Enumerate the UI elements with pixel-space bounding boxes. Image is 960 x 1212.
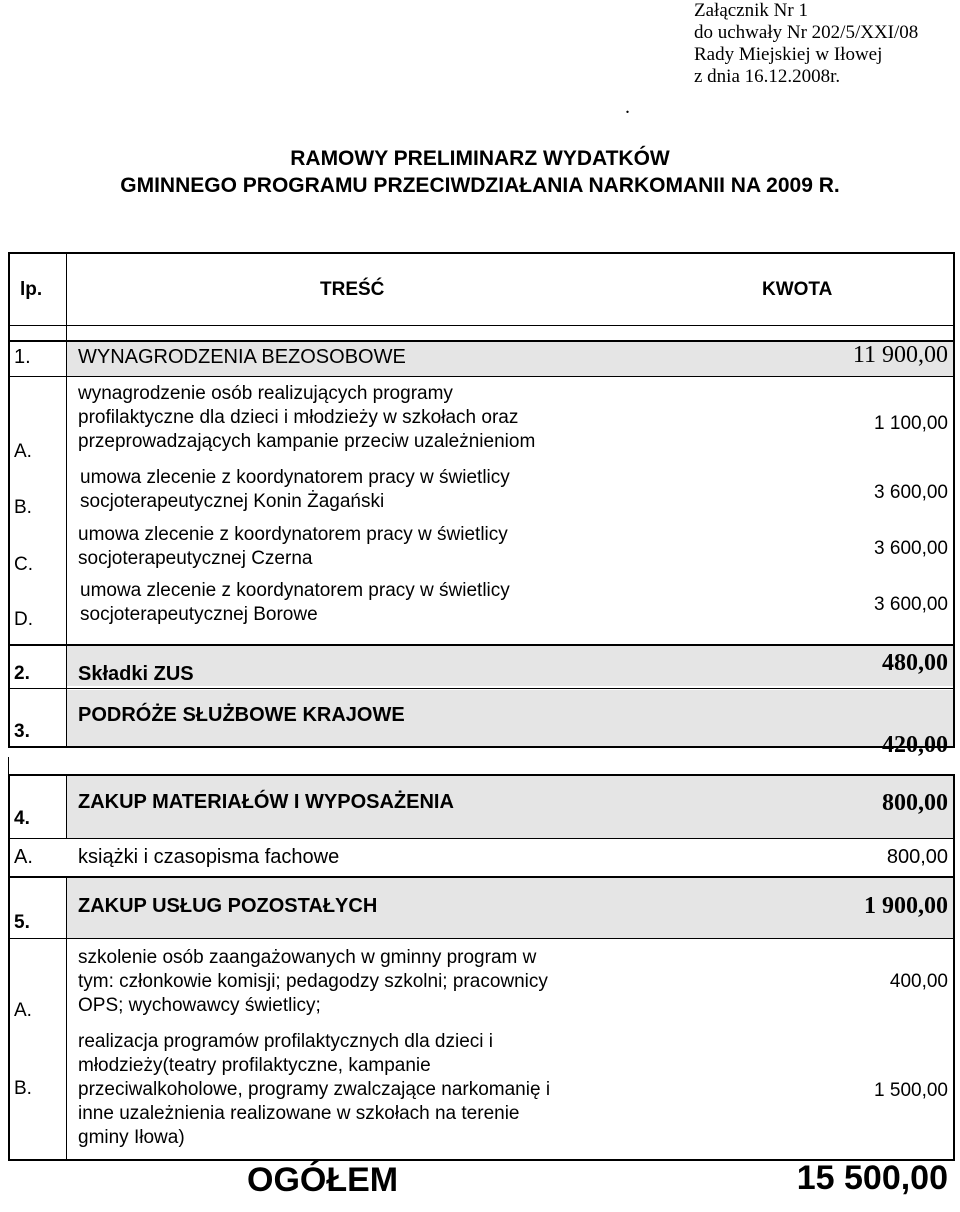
s1-b-letter: B. bbox=[14, 497, 32, 518]
total-amount: 15 500,00 bbox=[796, 1159, 948, 1197]
s3-number: 3. bbox=[14, 721, 30, 742]
s1-c-letter: C. bbox=[14, 554, 33, 575]
s5-b-line-1: realizacja programów profilaktycznych dla dzieci i bbox=[78, 1031, 494, 1052]
s2-number: 2. bbox=[14, 663, 30, 684]
s5-b-letter: B. bbox=[14, 1078, 32, 1099]
s1-d-line-1: umowa zlecenie z koordynatorem pracy w świetlicy bbox=[80, 580, 510, 601]
s4-a-text: książki i czasopisma fachowe bbox=[78, 846, 340, 868]
s5-a-line-3: OPS; wychowawcy świetlicy; bbox=[78, 995, 321, 1016]
s5-amount: 1 900,00 bbox=[864, 893, 948, 919]
s3-title: PODRÓŻE SŁUŻBOWE KRAJOWE bbox=[78, 704, 405, 726]
s1-a-letter: A. bbox=[14, 441, 32, 462]
s1-amount: 11 900,00 bbox=[852, 342, 948, 368]
s1-a-line-2: profilaktyczne dla dzieci i młodzieży w szkołach oraz bbox=[78, 407, 519, 428]
s4-amount: 800,00 bbox=[882, 790, 948, 816]
s5-b-line-5: gminy Iłowa) bbox=[78, 1127, 185, 1148]
s1-c-line-1: umowa zlecenie z koordynatorem pracy w świetlicy bbox=[78, 524, 508, 545]
s5-b-line-2: młodzieży(teatry profilaktyczne, kampanie bbox=[78, 1055, 431, 1076]
s1-b-text bbox=[80, 466, 510, 514]
s5-a-text bbox=[78, 946, 548, 1018]
annex-line-2: do uchwały Nr 202/5/XXI/08 bbox=[694, 22, 919, 43]
header-lp: lp. bbox=[20, 279, 43, 300]
s1-title: WYNAGRODZENIA BEZOSOBOWE bbox=[78, 346, 406, 368]
s1-d-text bbox=[80, 579, 510, 627]
s1-b-amount: 3 600,00 bbox=[874, 482, 948, 503]
s3-amount: 420,00 bbox=[882, 732, 948, 758]
total-label: OGÓŁEM bbox=[247, 1161, 399, 1199]
s4-a-amount: 800,00 bbox=[886, 846, 948, 868]
s5-b-text bbox=[78, 1030, 550, 1150]
s5-a-amount: 400,00 bbox=[889, 971, 948, 992]
s2-shade bbox=[67, 646, 955, 686]
s5-a-line-2: tym: członkowie komisji; pedagodzy szkolni; pracownicy bbox=[78, 971, 548, 992]
s5-b-line-4: inne uzależnienia realizowane w szkołach na terenie bbox=[78, 1103, 520, 1124]
s1-d-letter: D. bbox=[14, 609, 33, 630]
stray-dot: . bbox=[625, 96, 630, 118]
s5-a-letter: A. bbox=[14, 1000, 32, 1021]
s1-d-line-2: socjoterapeutycznej Borowe bbox=[80, 604, 318, 625]
s1-a-text bbox=[78, 382, 535, 454]
s2-title: Składki ZUS bbox=[78, 663, 194, 685]
document-title-line-2: GMINNEGO PROGRAMU PRZECIWDZIAŁANIA NARKOMANII NA 2009 R. bbox=[120, 174, 840, 197]
document-title-line-1: RAMOWY PRELIMINARZ WYDATKÓW bbox=[290, 147, 670, 170]
s5-number: 5. bbox=[14, 912, 30, 933]
s2-amount: 480,00 bbox=[882, 650, 948, 676]
s1-a-line-3: przeprowadzających kampanie przeciw uzależnieniom bbox=[78, 431, 536, 452]
s1-c-text bbox=[78, 523, 508, 571]
header-kwota: KWOTA bbox=[762, 279, 833, 300]
s4-number: 4. bbox=[14, 808, 30, 829]
s1-c-amount: 3 600,00 bbox=[874, 538, 948, 559]
s1-c-line-2: socjoterapeutycznej Czerna bbox=[78, 548, 313, 569]
s1-number: 1. bbox=[14, 346, 31, 368]
s5-a-line-1: szkolenie osób zaangażowanych w gminny program w bbox=[78, 947, 537, 968]
s1-a-line-1: wynagrodzenie osób realizujących programy bbox=[78, 383, 453, 404]
s4-title: ZAKUP MATERIAŁÓW I WYPOSAŻENIA bbox=[78, 791, 454, 813]
s1-a-amount: 1 100,00 bbox=[874, 413, 948, 434]
annex-line-3: Rady Miejskiej w Iłowej bbox=[694, 44, 883, 65]
s1-b-line-2: socjoterapeutycznej Konin Żagański bbox=[80, 491, 385, 512]
s4-a-letter: A. bbox=[14, 846, 33, 868]
s5-b-amount: 1 500,00 bbox=[874, 1080, 948, 1101]
s1-d-amount: 3 600,00 bbox=[874, 594, 948, 615]
annex-line-4: z dnia 16.12.2008r. bbox=[694, 66, 841, 87]
s1-b-line-1: umowa zlecenie z koordynatorem pracy w świetlicy bbox=[80, 467, 510, 488]
header-tresc: TREŚĆ bbox=[320, 279, 385, 300]
annex-note bbox=[694, 0, 918, 88]
s5-b-line-3: przeciwalkoholowe, programy zwalczające narkomanię i bbox=[78, 1079, 551, 1100]
annex-line-1: Załącznik Nr 1 bbox=[694, 0, 808, 21]
s5-title: ZAKUP USŁUG POZOSTAŁYCH bbox=[78, 895, 378, 917]
